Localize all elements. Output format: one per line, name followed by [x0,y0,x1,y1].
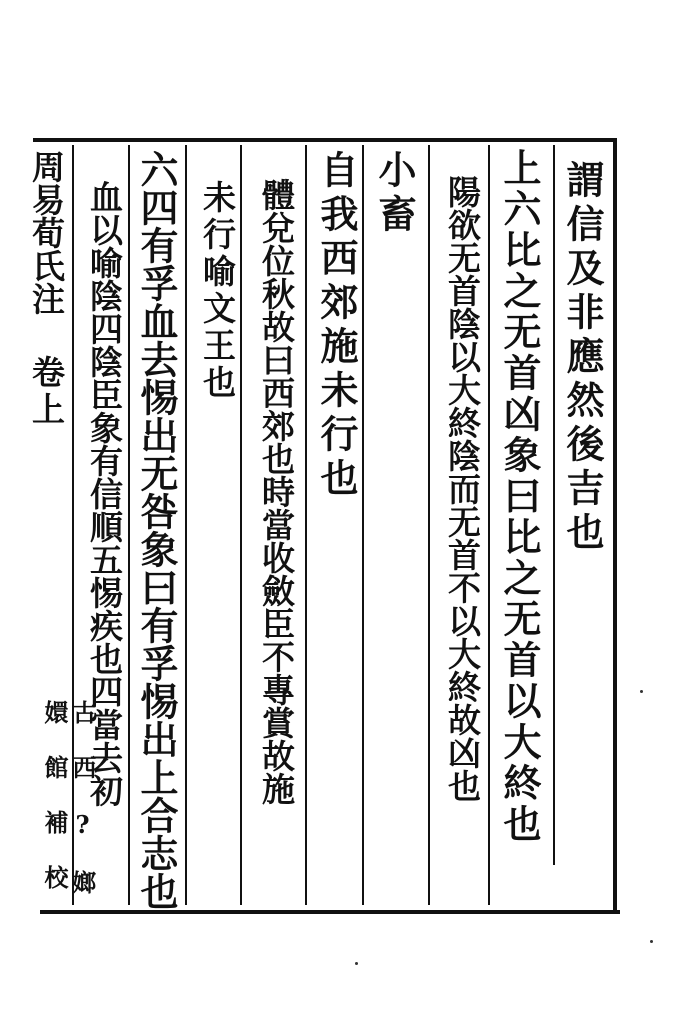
column-divider [428,145,430,905]
ink-speck [355,962,358,965]
column-divider [305,145,307,905]
ink-speck [650,940,653,943]
column-divider [240,145,242,905]
text-column-6: 體兌位秋故曰西郊也時當收斂臣不專賞故施 [257,178,296,805]
column-divider [488,145,490,905]
section-heading: 小畜 [372,150,417,238]
volume-label: 卷上 [27,355,66,429]
text-column-8: 六四有孚血去惕出无咎象曰有孚惕出上合志也 [134,150,179,910]
text-column-3: 陽欲无首陰以大終陰而无首不以大終故凶也 [443,175,482,802]
ink-speck [640,690,643,693]
text-column-9: 血以喻陰四陰臣象有信順五惕疾也四當去初 [85,180,124,807]
bottom-border [40,910,620,914]
top-border [33,138,617,142]
column-divider [553,145,555,865]
right-border [613,138,617,914]
publisher-stamp: 古 西 ? 嫏嬛 館 補 校 [40,700,97,895]
book-title: 周易荀氏注 [27,150,66,315]
text-column-5: 自我西郊施未行也 [314,150,359,502]
column-divider [362,145,364,905]
column-divider [128,145,130,905]
text-column-2: 上六比之无首凶象曰比之无首以大終也 [497,148,542,845]
column-divider [185,145,187,905]
text-column-7: 未行喻文王也 [198,180,237,402]
text-column-1: 謂信及非應然後吉也 [560,160,605,556]
